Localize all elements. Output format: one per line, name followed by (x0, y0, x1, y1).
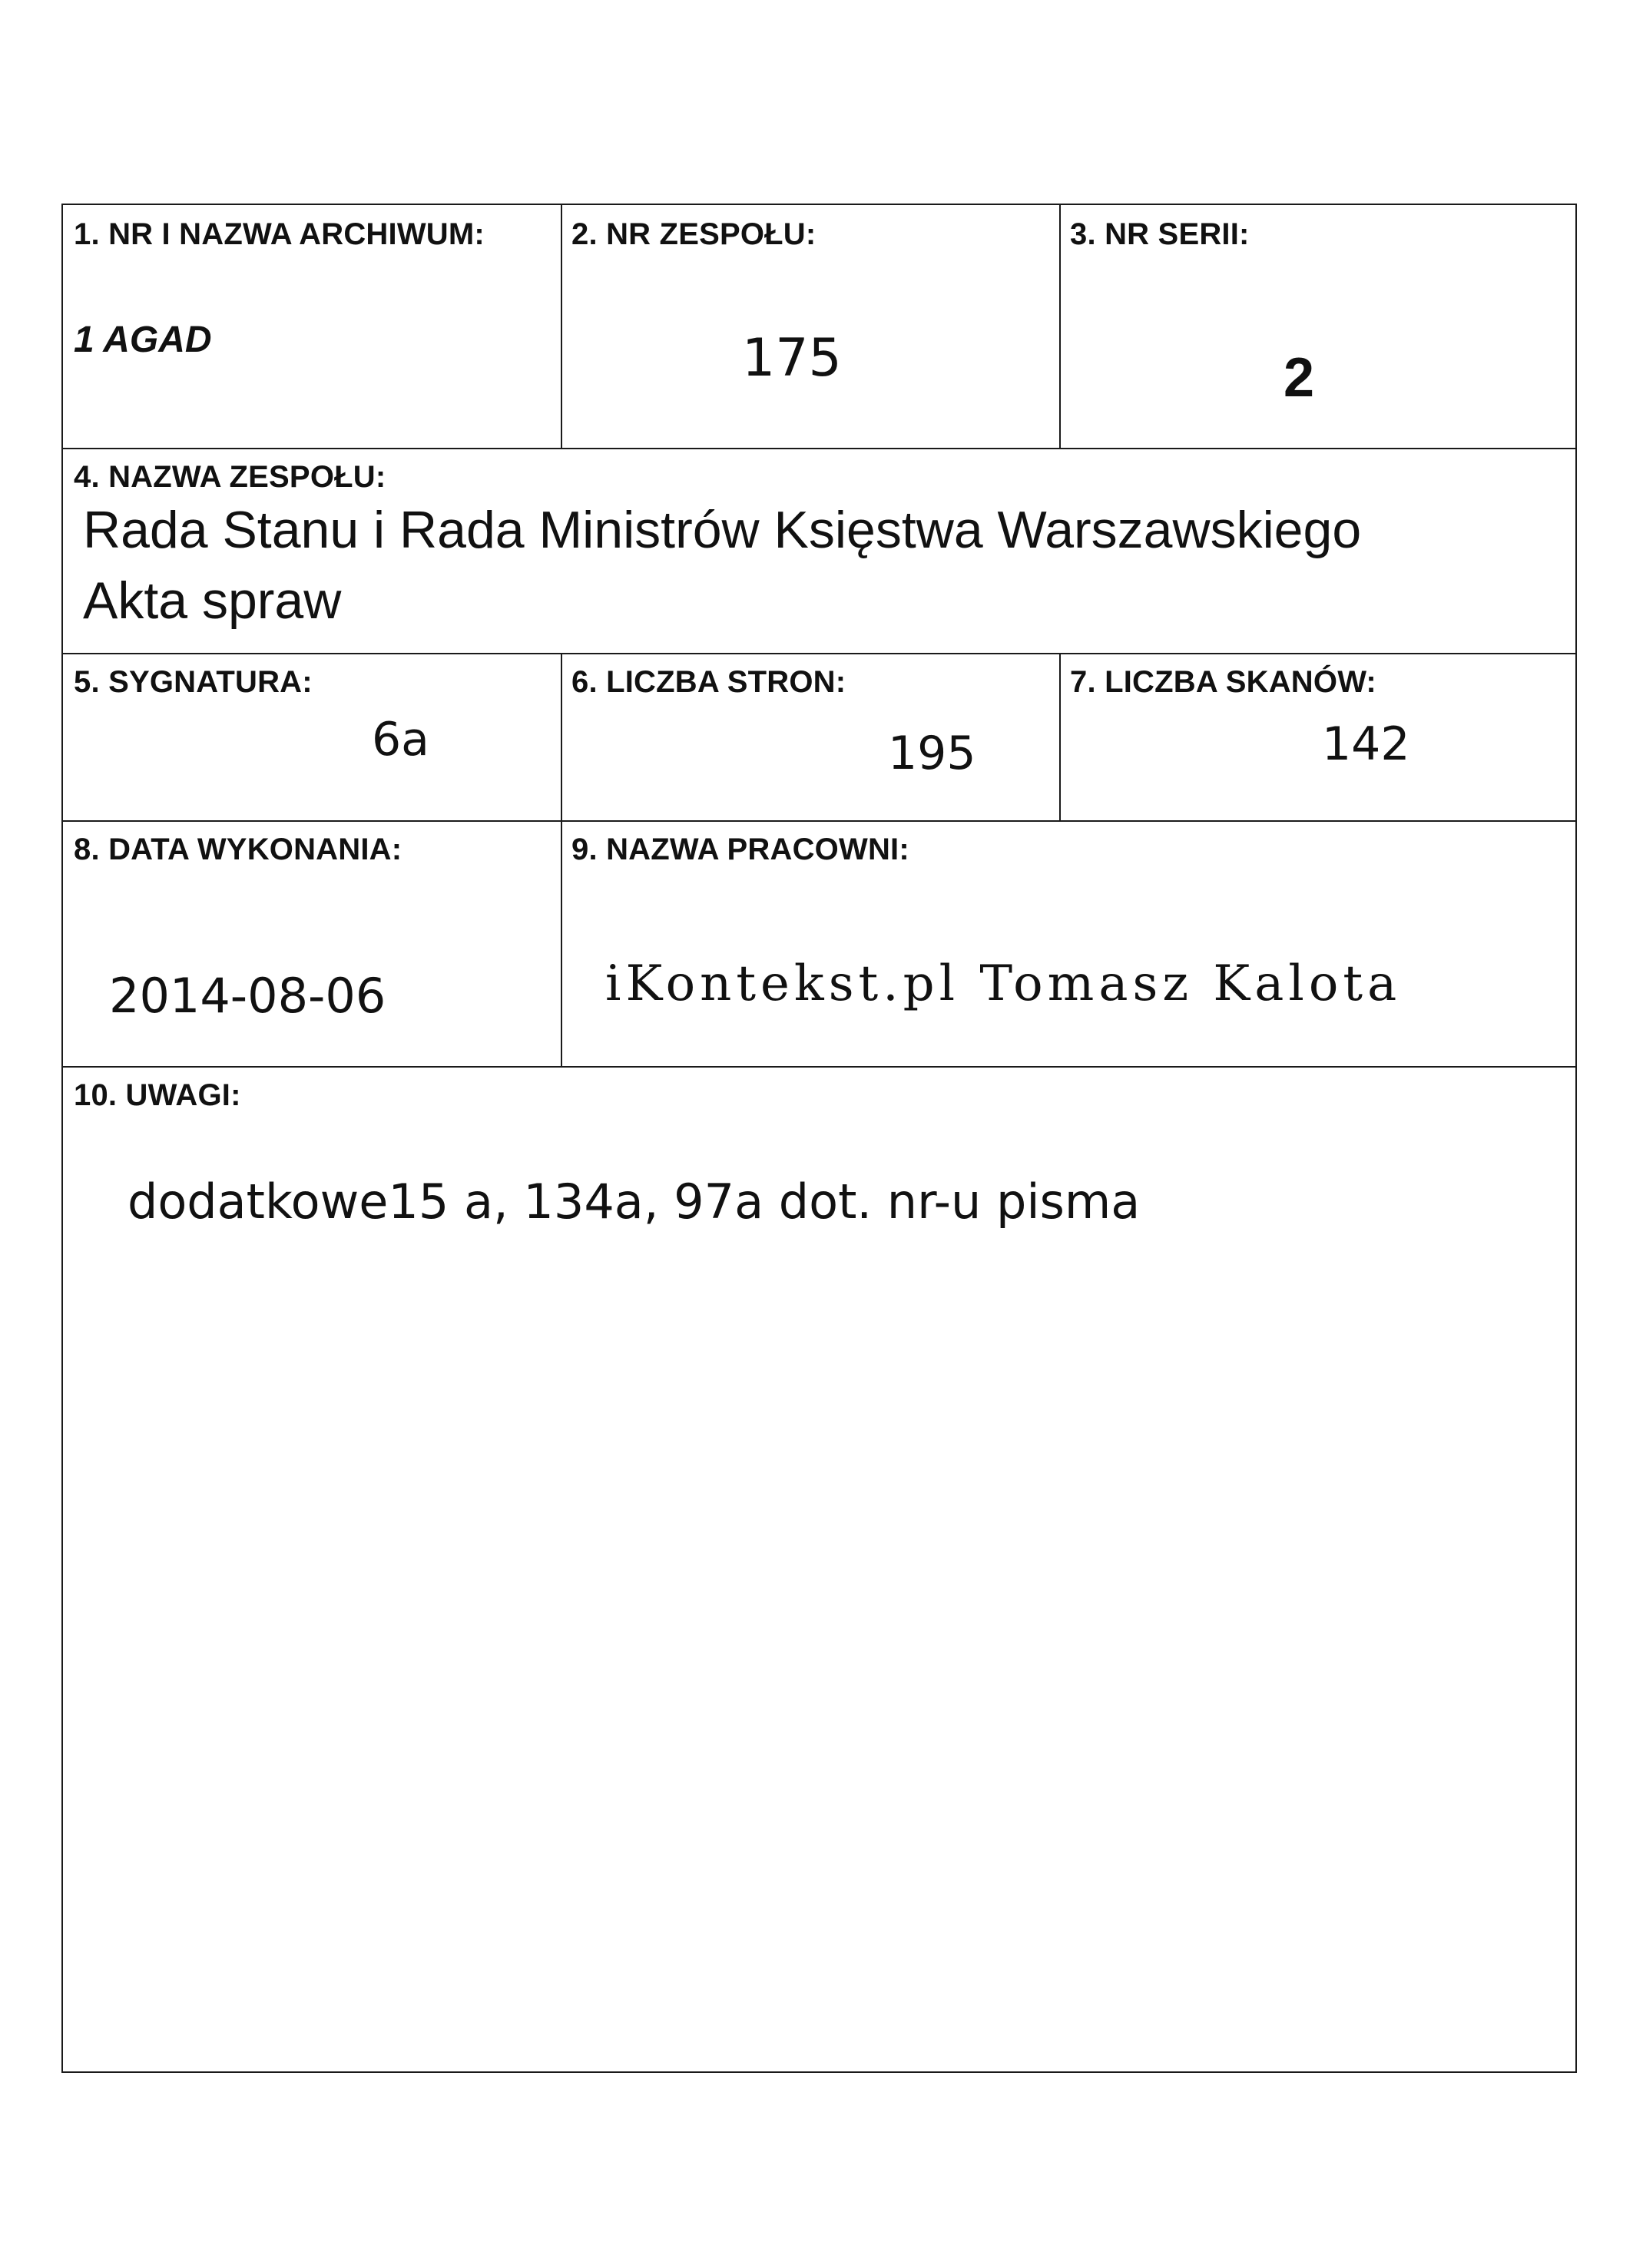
scan-count-value: 142 (1322, 717, 1410, 771)
notes-value: dodatkowe15 a, 134a, 97a dot. nr-u pisma (128, 1174, 1141, 1230)
archive-cell (63, 205, 561, 448)
series-number-value: 2 (1284, 347, 1315, 409)
signature-label: 5. SYGNATURA: (74, 665, 313, 699)
series-number-cell (1059, 205, 1578, 448)
date-cell (63, 820, 561, 1066)
page-count-label: 6. LICZBA STRON: (571, 665, 846, 699)
notes-cell (63, 1066, 1578, 2074)
scan-count-label: 7. LICZBA SKANÓW: (1070, 665, 1376, 699)
fonds-number-label: 2. NR ZESPOŁU: (571, 217, 816, 251)
signature-cell (63, 653, 561, 820)
signature-value: 6a (372, 713, 429, 766)
fonds-name-line1: Rada Stanu i Rada Ministrów Księstwa Warszawskiego (83, 501, 1362, 559)
fonds-name-line2: Akta spraw (83, 571, 342, 630)
series-number-label: 3. NR SERII: (1070, 217, 1250, 251)
date-label: 8. DATA WYKONANIA: (74, 833, 402, 866)
workshop-value: iKontekst.pl Tomasz Kalota (605, 955, 1402, 1012)
archive-value: 1 AGAD (74, 320, 212, 360)
scan-count-cell (1059, 653, 1578, 820)
archive-label: 1. NR I NAZWA ARCHIWUM: (74, 217, 485, 251)
workshop-cell (561, 820, 1578, 1066)
page-count-value: 195 (888, 727, 976, 780)
fonds-name-label: 4. NAZWA ZESPOŁU: (74, 460, 386, 494)
page-count-cell (561, 653, 1059, 820)
date-value: 2014-08-06 (109, 968, 386, 1024)
notes-label: 10. UWAGI: (74, 1078, 241, 1112)
fonds-number-value: 175 (742, 328, 842, 389)
fonds-name-cell (63, 448, 1578, 653)
metadata-form (61, 204, 1577, 2073)
fonds-number-cell (561, 205, 1059, 448)
workshop-label: 9. NAZWA PRACOWNI: (571, 833, 909, 866)
